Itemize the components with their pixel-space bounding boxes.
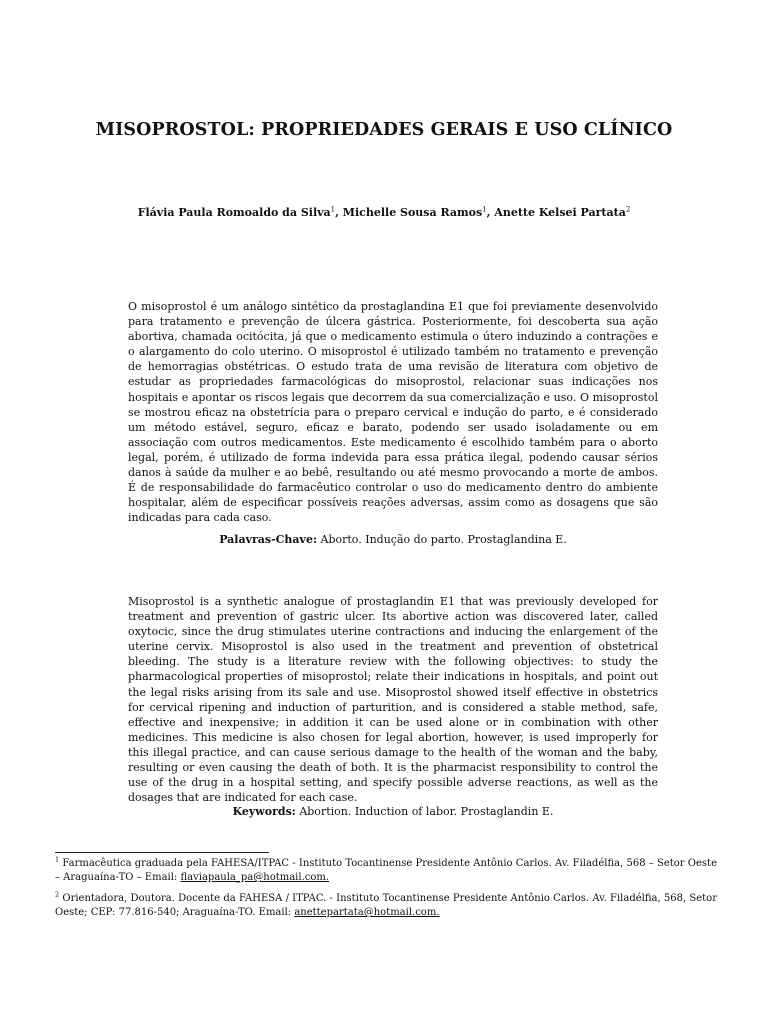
email-link[interactable]: anettepartata@hotmail.com. (294, 907, 440, 919)
footnote-1 (55, 857, 717, 885)
footnote-text: Orientadora, Doutora. Docente da FAHESA / ITPAC. - Instituto Tocantinense Presidente Antônio Carlos. Av. Filadélfia, 568, Setor Oeste; CEP: 77.816-540; Araguaína-TO. Email: (55, 893, 717, 919)
footnote-divider (55, 852, 269, 853)
author-affiliation-mark: 1 (482, 205, 487, 214)
keywords-label: Palavras-Chave: (219, 533, 318, 546)
author-name: Anette Kelsei Partata (494, 206, 626, 219)
footnote-2 (55, 892, 717, 920)
keywords-text: Aborto. Indução do parto. Prostaglandina E. (317, 533, 567, 546)
footnote-text: Farmacêutica graduada pela FAHESA/ITPAC - Instituto Tocantinense Presidente Antônio Carlos. Av. Filadélfia, 568 – Setor Oeste – Araguaína-TO – Email: (55, 858, 717, 884)
paper-title: MISOPROSTOL: PROPRIEDADES GERAIS E USO CLÍNICO (95, 120, 673, 140)
author-separator: , (486, 206, 495, 219)
author-affiliation-mark: 2 (625, 205, 631, 214)
keywords-label: Keywords: (232, 805, 296, 818)
author-name: Flávia Paula Romoaldo da Silva (137, 206, 331, 219)
footnote-mark: 2 (55, 890, 60, 899)
keywords-portuguese (128, 533, 658, 546)
abstract-portuguese: O misoprostol é um análogo sintético da prostaglandina E1 que foi previamente desenvolvido para tratamento e prevenção de úlcera gástrica. Posteriormente, foi descoberta sua ação abortiva, chamada ocitócita, já que o medicamento estimula o útero induzindo a contrações e o alargamento do colo uterino. O misoprostol é utilizado também no tratamento e prevenção de hemorragias obstétricas. O estudo trata de uma revisão de literatura com objetivo de estudar as propriedades farmacológicas do misoprostol, relacionar suas indicações nos hospitais e apontar os riscos legais que decorrem da sua comercialização e uso. O misoprostol se mostrou eficaz na obstetrícia para o preparo cervical e indução do parto, e é considerado um método estável, seguro, eficaz e barato, podendo ser usado isoladamente ou em associação com outros medicamentos. Este medicamento é escolhido também para o aborto legal, porém, é utilizado de forma indevida para essa prática ilegal, podendo causar sérios danos à saúde da mulher e ao bebê, resultando ou até mesmo provocando a morte de ambos. É de responsabilidade do farmacêutico controlar o uso do medicamento dentro do ambiente hospitalar, além de especificar possíveis reações adversas, assim como as dosagens que são indicadas para cada caso. (128, 300, 658, 525)
author-separator: , (335, 206, 343, 219)
author-name: Michelle Sousa Ramos (342, 206, 483, 219)
author-affiliation-mark: 1 (330, 205, 336, 214)
footnote-mark: 1 (55, 855, 60, 864)
keywords-text: Abortion. Induction of labor. Prostaglandin E. (295, 805, 554, 818)
email-link[interactable]: flaviapaula_pa@hotmail.com. (180, 872, 330, 884)
abstract-english: Misoprostol is a synthetic analogue of prostaglandin E1 that was previously developed for treatment and prevention of gastric ulcer. Its abortive action was discovered later, called oxytocic, since the drug stimulates uterine contractions and inducing the enlargement of the uterine cervix. Misoprostol is also used in the treatment and prevention of obstetrical bleeding. The study is a literature review with the following objectives: to study the pharmacological properties of misoprostol; relate their indications in hospitals, and point out the legal risks arising from its sale and use. Misoprostol showed itself effective in obstetrics for cervical ripening and induction of parturition, and is considered a stable method, safe, effective and inexpensive; in addition it can be used alone or in combination with other medicines. This medicine is also chosen for legal abortion, however, is used improperly for this illegal practice, and can cause serious damage to the health of the woman and the baby, resulting or even causing the death of both. It is the pharmacist responsibility to control the use of the drug in a hospital setting, and specify possible adverse reactions, as well as the dosages that are indicated for each case. (128, 595, 658, 805)
keywords-english (128, 805, 658, 818)
author-line (0, 206, 768, 219)
